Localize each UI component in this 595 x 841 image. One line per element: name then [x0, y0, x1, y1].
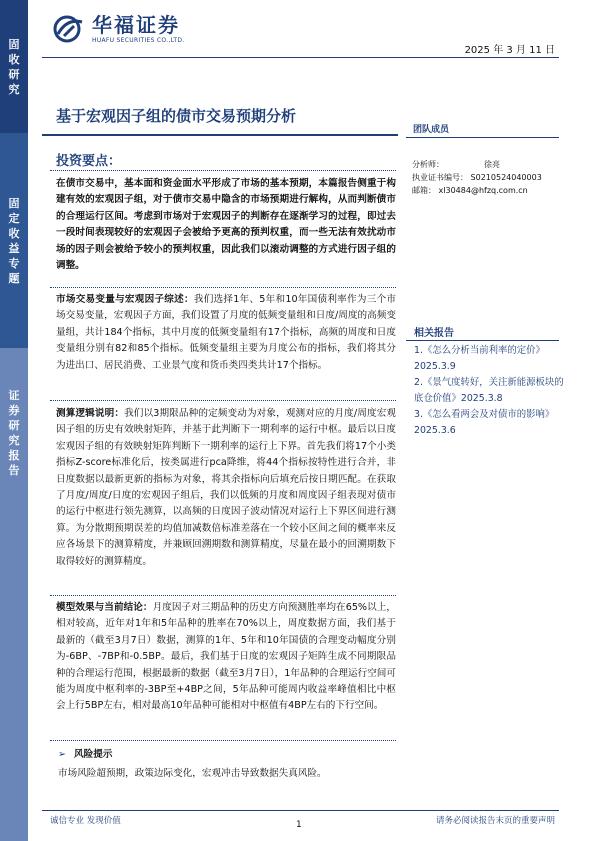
paragraph-lead: 市场交易变量与宏观因子综述： [56, 294, 194, 305]
paragraph-text: 月度因子对三期品种的历史方向预测胜率均在65%以上，相对较高，近年对1年和5年品种的胜率在70%以上，周度数据方面，我们基于最新的（截至3月7日）数据，测算的1年、5年和10年国债的合理变动幅度分别为-6BP、-7BP和-0.5BP。最后，我们基于日度的宏观因子矩阵生成不同期限品种的合理运行范围，根据最新的数据（截至3月7日），1年品种的合理运行空间可能为周度中枢利率的-3BP至+4BP之间，5年品种可能周内收益率峰值相比中枢会上行5BP左右，相对最高10年品种可能相对中枢值有4BP左右的下行空间。 [56, 602, 397, 712]
analyst-role: 分析师： [412, 160, 444, 169]
sidebar-char: 究 [8, 434, 20, 447]
report-date: 2025 年 3 月 11 日 [464, 45, 555, 56]
paragraph-divider [50, 400, 396, 401]
arrow-right-icon: ➢ [58, 749, 67, 760]
sidebar-char: 题 [8, 271, 20, 285]
sidebar-char: 定 [8, 211, 20, 225]
paragraph-methodology [56, 406, 396, 570]
related-divider [406, 340, 559, 341]
sidebar-char: 收 [8, 226, 20, 240]
paragraph-text: 我们选择1年、5年和10年国债利率作为三个市场交易变量，宏观因子方面，我们设置了月度的低频变量组和日度/周度的高频变量组，共计184个指标，其中月度的低频变量组有17个指标，高频的周度和日度变量组分别有82和85个指标。低频变量组主要为月度公布的指标，我们将其分为进出口、居民消费、工业景气度和货币类四类共计17个指标。 [56, 294, 397, 371]
sidebar-category-fixed-income-research [0, 0, 28, 133]
related-report-item[interactable]: 2.《景气度转好，关注新能源板块的底仓价值》2025.3.8 [414, 377, 564, 404]
footer-divider [42, 810, 559, 811]
investment-highlights-heading: 投资要点： [56, 154, 122, 169]
risk-heading-label: 风险提示 [74, 749, 113, 760]
paragraph-lead: 测算逻辑说明： [56, 408, 125, 419]
logo-name-en: HUAFU SECURITIES CO.,LTD. [92, 37, 185, 44]
paragraph-conclusion [56, 600, 396, 715]
related-report-item[interactable]: 1.《怎么分析当前利率的定价》2025.3.9 [414, 345, 545, 372]
title-divider [42, 134, 398, 136]
sidebar-char: 益 [8, 241, 20, 255]
analyst-name: 徐亮 [484, 160, 500, 169]
analyst-info [412, 158, 542, 197]
sidebar-char: 券 [8, 404, 20, 417]
related-reports-list [414, 343, 566, 439]
sidebar [0, 0, 28, 841]
paragraph-divider [50, 740, 396, 741]
logo-name-cn: 华福证券 [92, 13, 180, 37]
paragraph-text: 我们以3期限品种的定频变动为对象，观测对应的月度/周度宏观因子组的历史有效映射矩阵，并基于此判断下一期利率的运行中枢。最后以日度宏观因子组的有效映射矩阵判断下一期利率的运行上下界。首先我们将17个小类指标Z-score标准化后，按类属进行pca降维，将44个指标按特性进行合并，非日度数据以最新更新的指标为对象，将其余指标向后填充后按日期匹配。在获取了月度/周度/日度的宏观因子组后，我们以低频的月度和周度因子组表现对债市的运行中枢进行领先测算，以高频的日度因子波动情况对运行上下界区间进行测算。为分散期预期误差的均值加减数倍标准差落在一个较小区间之间的概率来反应各场景下的测算精度，并兼顾回溯期数和测算精度，尽量在最小的回溯期数下取得较好的测算精度。 [56, 408, 397, 567]
sidebar-category-securities-report [0, 348, 28, 841]
sidebar-char: 收 [8, 52, 20, 66]
sidebar-char: 证 [8, 389, 20, 402]
risk-text: 市场风险超预期，政策边际变化，宏观冲击导致数据失真风险。 [58, 768, 327, 779]
sidebar-char: 固 [8, 37, 20, 51]
report-title: 基于宏观因子组的债市交易预期分析 [56, 107, 297, 125]
intro-paragraph: 在债市交易中，基本面和资金面水平形成了市场的基本预期，本篇报告侧重于构建有效的宏观因子组，对于债市交易中隐含的市场预期进行解构，从而判断债市的合理运行区间。考虑到市场对于宏观因子的判断存在逐渐学习的过程，即过去一段时间表现较好的宏观因子会被给予更高的预判权重，而一些无法有效扰动市场的因子则会被给予较小的预判权重，因此我们以滚动调整的方式进行因子组的调整。 [56, 178, 396, 272]
page-number: 1 [296, 820, 302, 830]
sidebar-char: 报 [8, 449, 20, 462]
sidebar-char: 研 [8, 419, 20, 432]
logo-mark-icon [52, 14, 86, 44]
sidebar-char: 究 [8, 82, 20, 96]
highlights-divider [50, 170, 396, 171]
footer-slogan: 诚信专业 发现价值 [50, 816, 121, 826]
team-divider [406, 137, 559, 138]
sidebar-char: 固 [8, 196, 20, 210]
company-logo [52, 14, 185, 44]
risk-heading [58, 746, 112, 760]
header-divider [42, 57, 559, 58]
related-report-item[interactable]: 3.《怎么看两会及对债市的影响》2025.3.6 [414, 409, 555, 436]
related-reports-heading: 相关报告 [414, 328, 454, 339]
paragraph-variables [56, 292, 396, 374]
sidebar-category-fixed-income-topic [0, 133, 28, 348]
sidebar-char: 专 [8, 256, 20, 270]
paragraph-lead: 模型效果与当前结论： [56, 602, 153, 613]
paragraph-divider [50, 287, 396, 288]
analyst-cert: 执业证书编号： S0210524040003 [412, 173, 542, 182]
sidebar-char: 告 [8, 464, 20, 477]
team-members-label: 团队成员 [413, 125, 450, 135]
paragraph-divider [50, 595, 396, 596]
sidebar-char: 研 [8, 67, 20, 81]
analyst-email[interactable]: 邮箱： xl30484@hfzq.com.cn [412, 186, 528, 195]
footer-disclaimer: 请务必阅读报告末页的重要声明 [435, 816, 555, 826]
